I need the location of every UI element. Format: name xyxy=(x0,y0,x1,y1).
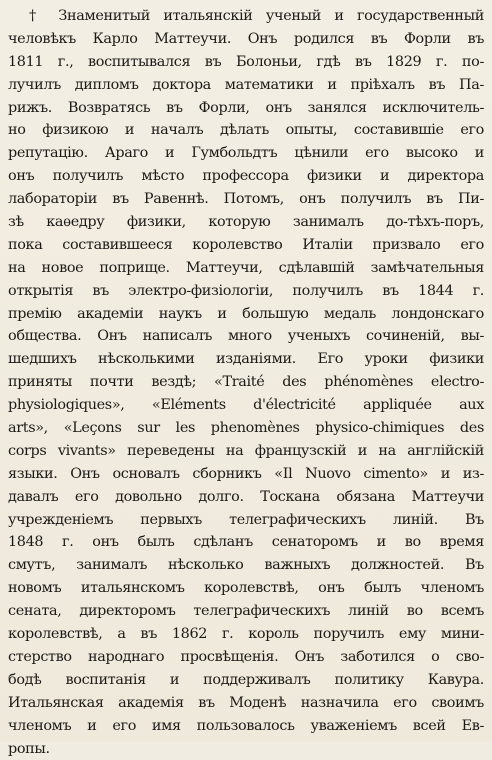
text-line: physiologiques», «Eléments d'électricité appliquée aux xyxy=(8,394,484,417)
text-line: приняты почти вездѣ; «Traité des phénomènes electro- xyxy=(8,371,484,394)
text-line: † Знаменитый итальянскій ученый и государственный xyxy=(8,5,484,28)
text-line: репутацію. Араго и Гумбольдтъ цѣнили его высоко и xyxy=(8,142,484,165)
text-line: смутъ, занималъ нѣсколько важныхъ должностей. Въ xyxy=(8,554,484,577)
text-line: стерство народнаго просвѣщенія. Онъ заботился о сво- xyxy=(8,646,484,669)
text-line: corps vivants» переведены на французскій и на англійскій xyxy=(8,440,484,463)
text-line: давалъ его довольно долго. Тоскана обязана Маттеучи xyxy=(8,486,484,509)
text-line: онъ получилъ мѣсто профессора физики и директора xyxy=(8,165,484,188)
text-line: открытія въ электро-физіологіи, получилъ въ 1844 г. xyxy=(8,280,484,303)
text-line: шедшихъ нѣсколькими изданіями. Его уроки физики xyxy=(8,348,484,371)
text-line: пока составившееся королевство Италіи призвало его xyxy=(8,234,484,257)
text-line: лучилъ дипломъ доктора математики и пріѣхалъ въ Па- xyxy=(8,74,484,97)
text-line: но физикою и началъ дѣлать опыты, составившіе его xyxy=(8,119,484,142)
text-line: премію академіи наукъ и большую медаль лондонскаго xyxy=(8,303,484,326)
text-line: лабораторіи въ Равеннѣ. Потомъ, онъ получилъ въ Пи- xyxy=(8,188,484,211)
obituary-article xyxy=(8,5,484,760)
text-line: ропы. xyxy=(8,738,484,760)
text-line: бодѣ воспитанія и поддерживалъ политику Кавура. xyxy=(8,669,484,692)
text-line: рижъ. Возвратясь въ Форли, онъ занялся исключитель- xyxy=(8,97,484,120)
text-line: языки. Онъ основалъ сборникъ «Il Nuovo cimento» и из- xyxy=(8,463,484,486)
text-line: зѣ каѳедру физики, которую занималъ до-тѣхъ-поръ, xyxy=(8,211,484,234)
text-line: 1848 г. онъ былъ сдѣланъ сенаторомъ и во время xyxy=(8,531,484,554)
text-line: arts», «Leçons sur les phenomènes physico-chimiques des xyxy=(8,417,484,440)
text-line: новомъ итальянскомъ королевствѣ, онъ былъ членомъ xyxy=(8,577,484,600)
text-line: человѣкъ Карло Маттеучи. Онъ родился въ Форли въ xyxy=(8,28,484,51)
text-line: королевствѣ, а въ 1862 г. король поручилъ ему мини- xyxy=(8,623,484,646)
text-line: учрежденіемъ первыхъ телеграфическихъ линій. Въ xyxy=(8,509,484,532)
text-line: общества. Онъ написалъ много ученыхъ сочиненій, вы- xyxy=(8,325,484,348)
text-line: на новое поприще. Маттеучи, сдѣлавшій замѣчательныя xyxy=(8,257,484,280)
text-line: Итальянская академія въ Моденѣ назначила его своимъ xyxy=(8,692,484,715)
text-line: сената, директоромъ телеграфическихъ линій во всемъ xyxy=(8,600,484,623)
text-line: членомъ и его имя пользовалось уваженіемъ всей Ев- xyxy=(8,715,484,738)
text-line: 1811 г., воспитывался въ Болоньи, гдѣ въ 1829 г. по- xyxy=(8,51,484,74)
